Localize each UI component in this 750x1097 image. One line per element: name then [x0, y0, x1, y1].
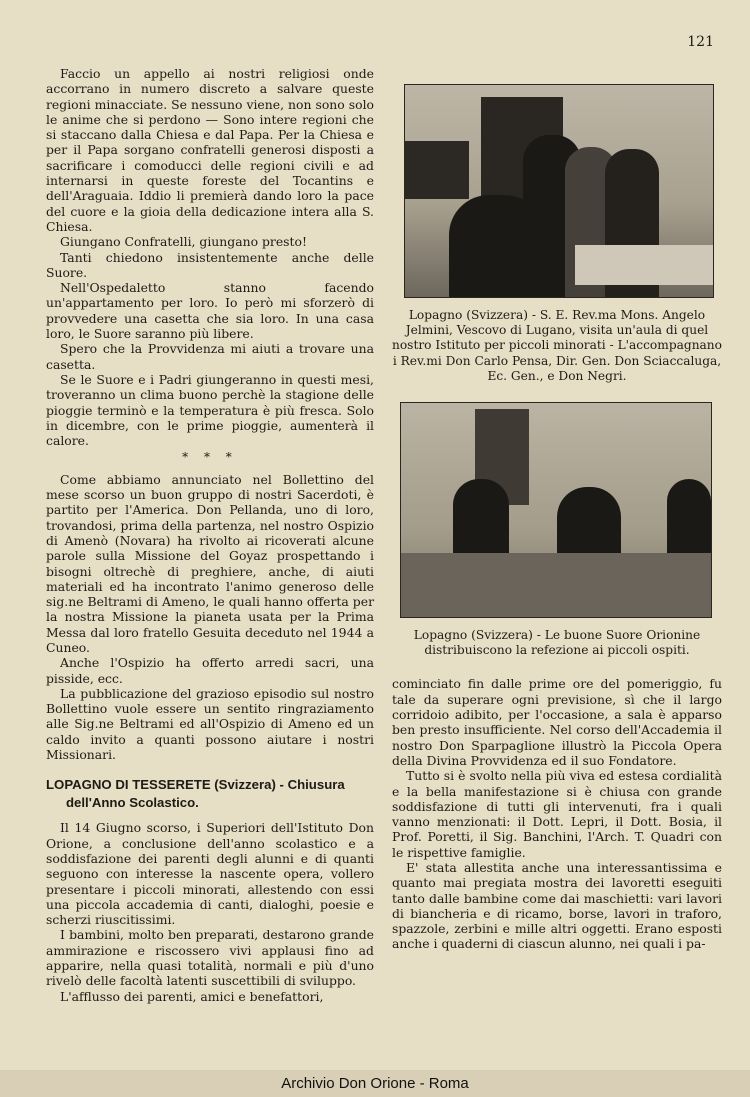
right-column: [392, 84, 722, 952]
paragraph: I bambini, molto ben preparati, destarono grande ammirazione e riscossero vivi applausi fino ad apparire, nella quasi totalità, normali e più d'uno rivelò delle facoltà latenti suscettibili di sviluppo.: [46, 927, 374, 989]
photo-caption: Lopagno (Svizzera) - Le buone Suore Orionine distribuiscono la refezione ai piccoli ospiti.: [413, 628, 701, 658]
page-number: 121: [687, 34, 714, 50]
paragraph: Giungano Confratelli, giungano presto!: [60, 234, 307, 250]
photo-nuns-serving: [400, 402, 712, 618]
photo-caption: Lopagno (Svizzera) - S. E. Rev.ma Mons. Angelo Jelmini, Vescovo di Lugano, visita un'aula di quel nostro Istituto per piccoli minorati - L'accompagnano i Rev.mi Don Carlo Pensa, Dir. Gen. Don Sciaccaluga, Ec. Gen., e Don Negri.: [392, 308, 722, 383]
paragraph: Il 14 Giugno scorso, i Superiori dell'Istituto Don Orione, a conclusione dell'anno scolastico e a soddisfazione dei parenti degli alunni e di quanti seguono con interesse la nascente opera, vollero presentare i piccoli minorati, allestendo con essi una piccola accademia di canti, dialoghi, poesie e scherzi riuscitissimi.: [46, 820, 374, 928]
paragraph: La pubblicazione del grazioso episodio sul nostro Bollettino vuole essere un sentito ringraziamento alle Sig.ne Beltrami ed all'Ospizio di Ameno ed un caldo invito a quanti possono aiutare i nostri Missionari.: [46, 685, 374, 763]
right-column-text: [392, 676, 722, 951]
paragraph: Tutto si è svolto nella più viva ed estesa cordialità e la bella manifestazione si è chiusa con grande soddisfazione di tutti gli intervenuti, fra i quali vanno menzionati: il Dott. Lepri, il Dott. Bosia, il Prof. Poretti, il Sig. Banchini, l'Arch. T. Quadri con le rispettive famiglie.: [392, 768, 722, 860]
section-heading-line2: dell'Anno Scolastico.: [66, 795, 199, 811]
paragraph: Anche l'Ospizio ha offerto arredi sacri, una pisside, ecc.: [46, 655, 374, 686]
paragraph: Come abbiamo annunciato nel Bollettino del mese scorso un buon gruppo di nostri Sacerdoti, è partito per l'America. Don Pellanda, uno di loro, trovandosi, prima della partenza, nel nostro Ospizio di Amenò (Novara) ha rivolto ai ricoverati alcune parole sulla Missione del Goyaz prospettando i bisogni oltrechè di preghiere, anche, di aiuti materiali ed ha incontrato l'animo generoso delle sig.ne Beltrami di Ameno, le quali hanno offerta per la nostra Missione la pianeta usata per la Prima Messa dal loro fratello Gesuita deceduto nel 1944 a Cuneo.: [46, 471, 374, 655]
paragraph: cominciato fin dalle prime ore del pomeriggio, fu tale da superare ogni previsione, sì che il largo corridoio adibito, per l'occasione, a sala è apparso ben presto insufficiente. Nel corso dell'Accademia il nostro Don Sparpaglione illustrò la Piccola Opera della Divina Provvidenza ed il suo Fondatore.: [392, 676, 722, 768]
photo-bishop-visit: [404, 84, 714, 298]
paragraph: Nell'Ospedaletto stanno facendo un'appartamento per loro. Io però mi sforzerò di provvedere una casetta che sia loro. In una casa loro, le Suore saranno più libere.: [46, 280, 374, 342]
paragraph: Se le Suore e i Padri giungeranno in questi mesi, troveranno un clima buono perchè la stagione delle pioggie terminò e la temperatura è più fresca. Solo in dicembre, con le prime pioggie, aumenterà il calore.: [46, 371, 374, 449]
paragraph: Tanti chiedono insistentemente anche delle Suore.: [46, 249, 374, 280]
left-column: [46, 66, 374, 1004]
archive-footer: Archivio Don Orione - Roma: [0, 1070, 750, 1097]
paragraph: L'afflusso dei parenti, amici e benefattori,: [60, 988, 324, 1004]
section-heading: [46, 776, 374, 812]
section-divider: * * *: [182, 450, 238, 465]
paragraph: Spero che la Provvidenza mi aiuti a trovare una casetta.: [46, 341, 374, 372]
paragraph: Faccio un appello ai nostri religiosi onde accorrano in numero discreto a salvare queste regioni minacciate. Se nessuno viene, non sono solo le anime che si perdono — Sono intere regioni che si staccano dalla Chiesa e dal Papa. Per la Chiesa e per il Papa sorgano confratelli generosi disposti a sacrificare i comoducci delle regioni civili e ad internarsi in queste foreste del Tocantins e dell'Araguaia. Iddio li premierà dando loro la pace del cuore e la gioia della dedicazione intera alla S. Chiesa.: [46, 66, 374, 234]
paragraph: E' stata allestita anche una interessantissima e quanto mai pregiata mostra dei lavoretti eseguiti tanto dalle bambine come dai maschietti: vari lavori di biancheria e di ricamo, borse, lavori in traforo, spazzole, zerbini e mille altri oggetti. Erano esposti anche i quaderni di ciascun alunno, nei quali i pa-: [392, 859, 722, 952]
section-heading-line1: LOPAGNO DI TESSERETE (Svizzera) - Chiusura: [46, 777, 345, 793]
